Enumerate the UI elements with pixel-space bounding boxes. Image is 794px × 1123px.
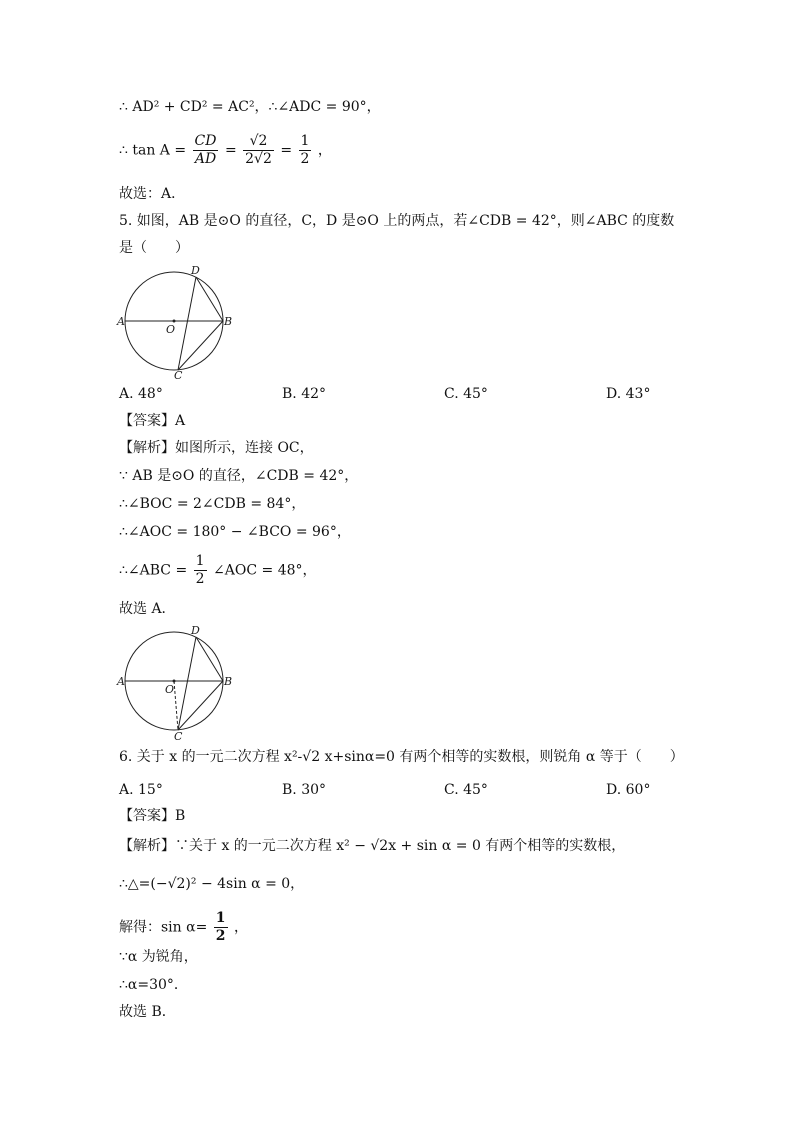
fraction-sin-half: $\frac{1}{2}$ [215, 910, 226, 944]
fraction-root2: $\frac{√2}{2√2}$ [245, 133, 272, 167]
q5-solution-4: ∴∠AOC = 180° − ∠BCO = 96°， [119, 524, 351, 540]
label-o: O [166, 323, 176, 336]
q5-option-b: B. 42° [282, 386, 327, 402]
label-a: A [117, 315, 125, 328]
circle-figure-1 [116, 262, 241, 380]
q6-stem: 6. 关于 x 的一元二次方程 x²-√2 x+sinα=0 有两个相等的实数根，则锐角 α 等于（ ） [119, 749, 684, 765]
line-pythagoras: ∴ AD² + CD² = AC²，∴∠ADC = 90°， [119, 99, 381, 115]
q6-option-b: B. 30° [282, 782, 327, 798]
q5-solution-1: 【解析】如图所示，连接 OC， [119, 440, 314, 456]
q6-option-a: A. 15° [119, 782, 163, 798]
q5-answer: 【答案】A [119, 413, 186, 429]
q6-solution-1: 【解析】∵关于 x 的一元二次方程 x² − √2x + sin α = 0 有两个相等的实数根， [119, 838, 626, 854]
line-tan: ∴ tan A = $\frac{CD}{AD}$ = $\frac{√2}{2√2}$ = $\frac{1}{2}$ ， [119, 133, 332, 167]
q6-solution-3: 解得：sin α= $\frac{1}{2}$ ， [119, 910, 248, 944]
fraction-half: $\frac{1}{2}$ [300, 133, 310, 167]
q5-solution-5: ∴∠ABC = $\frac{1}{2}$ ∠AOC = 48°， [119, 553, 317, 587]
choice-line: 故选：A． [119, 186, 186, 202]
label-d: D [191, 264, 200, 277]
q5-solution-6: 故选 A． [119, 601, 176, 617]
fraction-cd-ad: $\frac{CD}{AD}$ [194, 133, 217, 167]
q6-answer: 【答案】B [119, 808, 186, 824]
label-b: B [224, 315, 233, 328]
label-o: O [165, 683, 175, 696]
q5-solution-3: ∴∠BOC = 2∠CDB = 84°， [119, 496, 306, 512]
q5-stem: 5. 如图，AB 是⊙O 的直径，C，D 是⊙O 上的两点，若∠CDB = 42°，则∠ABC 的度数 [119, 213, 675, 229]
q6-option-d: D. 60° [606, 782, 651, 798]
q5-solution-2: ∵ AB 是⊙O 的直径，∠CDB = 42°， [119, 468, 359, 484]
circle-figure-2 [116, 622, 241, 742]
q5-stem-cont: 是（ ） [119, 240, 189, 256]
label-a: A [117, 675, 125, 688]
q6-solution-4: ∵α 为锐角， [119, 949, 198, 965]
q5-option-c: C. 45° [444, 386, 488, 402]
q5-option-a: A. 48° [119, 386, 163, 402]
q6-option-c: C. 45° [444, 782, 488, 798]
q5-option-d: D. 43° [606, 386, 651, 402]
fraction-one-half: $\frac{1}{2}$ [195, 553, 205, 587]
label-c: C [174, 369, 183, 380]
label-d: D [191, 624, 200, 637]
label-c: C [174, 730, 183, 742]
q6-solution-5: ∴α=30°． [119, 977, 188, 993]
label-b: B [224, 675, 233, 688]
q6-solution-2: ∴△=(−√2)² − 4sin α = 0， [119, 876, 305, 892]
q6-solution-6: 故选 B． [119, 1004, 176, 1020]
